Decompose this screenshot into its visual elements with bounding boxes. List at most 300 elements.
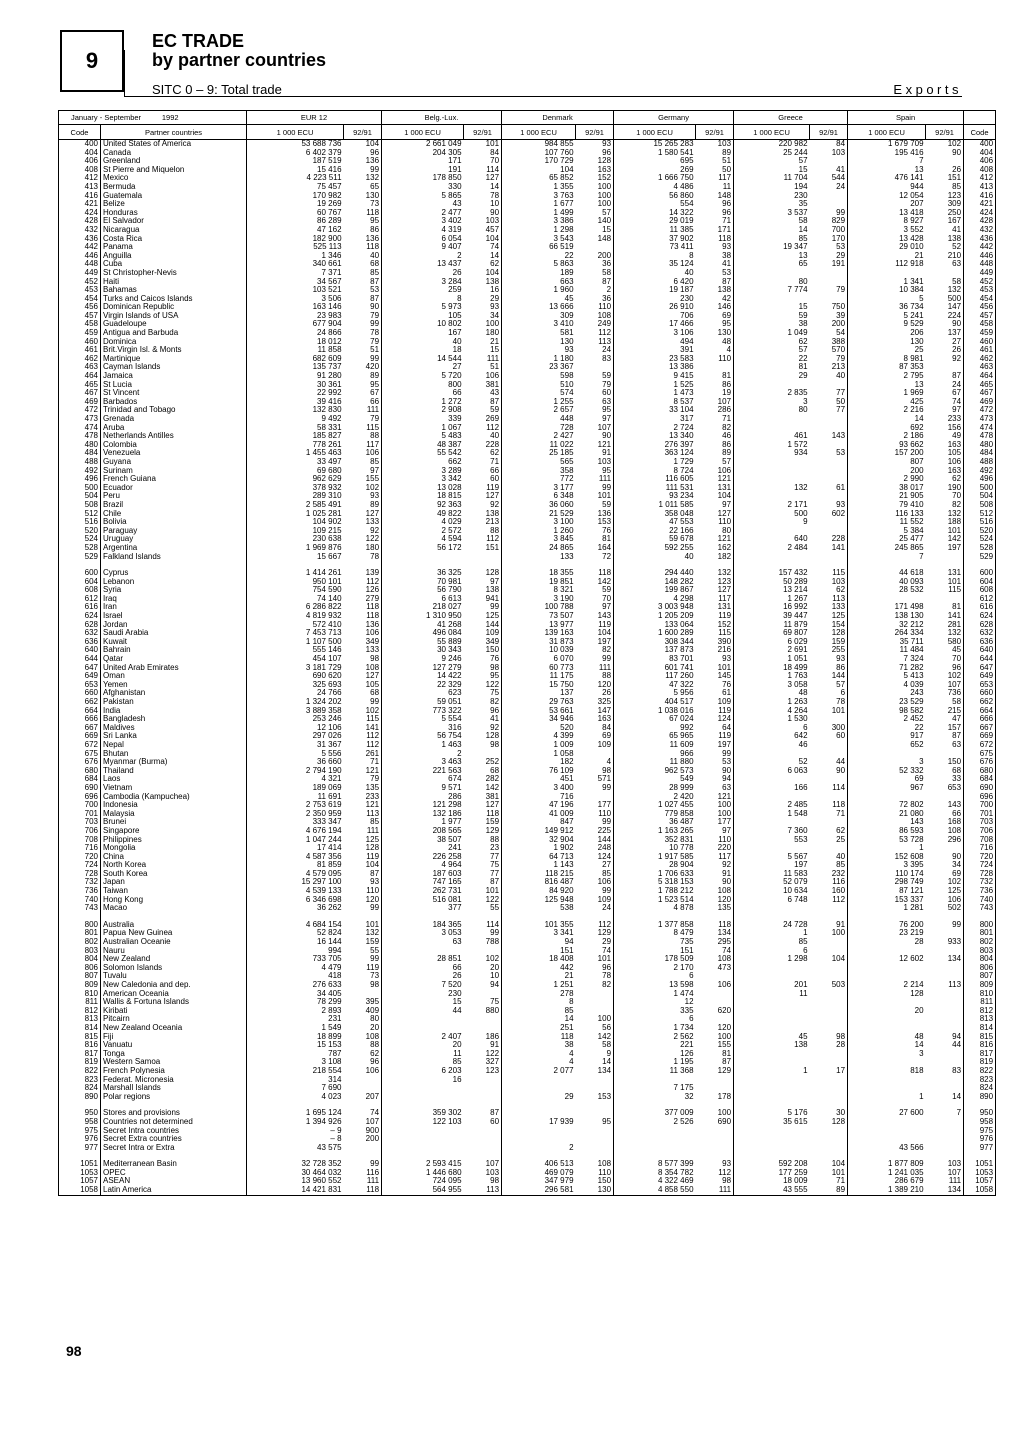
index-cell: 63 <box>926 741 964 750</box>
index-cell: 89 <box>344 501 382 510</box>
index-cell: 41 <box>810 166 848 175</box>
value-cell: 29 010 <box>899 243 924 252</box>
index-cell: 147 <box>926 303 964 312</box>
value-cell: 167 <box>448 329 462 338</box>
value-cell: 461 <box>794 432 808 441</box>
value-cell: 56 754 <box>437 732 462 741</box>
index-cell: 53 <box>344 286 382 295</box>
code-cell-right: 975 <box>964 1127 996 1136</box>
value-cell: 378 932 <box>312 483 342 492</box>
value-cell: 13 386 <box>669 363 694 372</box>
value-cell: 2 477 <box>441 208 462 217</box>
partner-cell: Kuwait <box>101 638 247 647</box>
index-cell: 95 <box>576 406 614 415</box>
index-cell: 40 <box>810 372 848 381</box>
value-cell: 1 902 <box>553 844 574 853</box>
table-row <box>59 861 996 870</box>
value-cell: 66 <box>452 963 462 972</box>
index-cell: 69 <box>926 870 964 879</box>
index-cell: 153 <box>576 518 614 527</box>
table-row <box>59 183 996 192</box>
code-cell-right: 706 <box>964 827 996 836</box>
index-cell <box>696 972 734 981</box>
value-cell <box>848 1015 926 1024</box>
spacer-cell <box>502 1101 576 1109</box>
index-cell: 93 <box>696 1160 734 1169</box>
value-cell: 574 <box>560 389 574 398</box>
value-cell <box>614 1144 696 1153</box>
index-cell <box>464 553 502 562</box>
index-cell: 132 <box>344 174 382 183</box>
value-cell: 451 <box>560 775 574 784</box>
value-cell: 5 973 <box>441 303 462 312</box>
value-cell: 40 <box>684 268 694 277</box>
index-cell: 85 <box>810 861 848 870</box>
value-cell: 4 322 469 <box>657 1177 694 1186</box>
index-cell: 78 <box>464 192 502 201</box>
value-cell: 226 258 <box>432 852 462 861</box>
index-cell: 159 <box>464 818 502 827</box>
value-cell: 73 507 <box>549 612 574 621</box>
value-cell <box>734 844 810 853</box>
value-cell: 6 402 379 <box>305 148 342 157</box>
code-cell-right: 823 <box>964 1076 996 1085</box>
code-cell: 524 <box>59 535 101 544</box>
value-cell: 151 <box>680 946 694 955</box>
code-cell-right: 424 <box>964 209 996 218</box>
spacer-cell <box>848 913 926 921</box>
value-cell: 6 <box>689 1015 694 1024</box>
index-cell: 79 <box>810 286 848 295</box>
index-cell: 900 <box>344 1127 382 1136</box>
code-cell-right: 696 <box>964 793 996 802</box>
value-cell: 2 794 190 <box>305 766 342 775</box>
code-cell: 436 <box>59 235 101 244</box>
table-row <box>59 492 996 501</box>
index-cell: 249 <box>576 320 614 329</box>
value-cell: 695 <box>680 157 694 166</box>
index-cell <box>464 990 502 999</box>
table-row <box>59 363 996 372</box>
value-cell <box>734 553 810 562</box>
index-cell: 118 <box>696 235 734 244</box>
partner-cell: Dominican Republic <box>101 303 247 312</box>
spacer-cell <box>810 561 848 569</box>
spacer-cell <box>576 1152 614 1160</box>
index-cell: 81 <box>696 372 734 381</box>
index-cell: 21 <box>464 338 502 347</box>
value-cell: 3 506 <box>321 294 342 303</box>
code-cell: 666 <box>59 715 101 724</box>
value-cell: 724 095 <box>432 1177 462 1186</box>
value-cell <box>502 1084 576 1093</box>
code-cell: 616 <box>59 603 101 612</box>
code-cell: 520 <box>59 527 101 536</box>
table-row <box>59 998 996 1007</box>
index-cell: 98 <box>464 1177 502 1186</box>
index-cell <box>810 964 848 973</box>
partner-cell: North Korea <box>101 861 247 870</box>
value-cell <box>848 1076 926 1085</box>
value-cell: 818 <box>910 1066 924 1075</box>
partner-cell: Israel <box>101 612 247 621</box>
value-cell: 2 908 <box>441 406 462 415</box>
code-cell: 807 <box>59 972 101 981</box>
index-cell: 933 <box>926 938 964 947</box>
value-cell <box>382 1015 464 1024</box>
index-cell <box>696 363 734 372</box>
table-row <box>59 269 996 278</box>
code-cell: 467 <box>59 389 101 398</box>
value-cell: 53 688 736 <box>301 139 342 148</box>
value-cell: 4 486 <box>673 182 694 191</box>
value-cell: 52 079 <box>783 878 808 887</box>
index-cell: 59 <box>576 586 614 595</box>
value-cell: 20 <box>452 1041 462 1050</box>
index-cell: 66 <box>464 467 502 476</box>
index-cell: 14 <box>576 1058 614 1067</box>
value-cell: 335 <box>680 1006 694 1015</box>
value-cell: 2 753 619 <box>305 801 342 810</box>
index-cell: 97 <box>696 827 734 836</box>
code-cell-right: 436 <box>964 235 996 244</box>
index-header: 92/91 <box>810 125 848 140</box>
spacer-cell <box>964 1152 996 1160</box>
value-cell: 39 416 <box>317 397 342 406</box>
code-cell-right: 720 <box>964 853 996 862</box>
value-cell <box>382 553 464 562</box>
partner-cell: Nauru <box>101 947 247 956</box>
table-row <box>59 1015 996 1024</box>
partner-cell: Jordan <box>101 621 247 630</box>
index-cell: 101 <box>464 140 502 149</box>
value-cell: 19 851 <box>549 577 574 586</box>
value-cell: 339 <box>448 415 462 423</box>
partner-cell: Wallis & Fortuna Islands <box>101 998 247 1007</box>
value-cell: 57 <box>798 346 808 355</box>
code-cell: 662 <box>59 698 101 707</box>
table-row <box>59 1118 996 1127</box>
table-row <box>59 887 996 896</box>
value-cell <box>614 1076 696 1085</box>
index-cell: 98 <box>576 767 614 776</box>
value-cell: 7 324 <box>903 655 924 664</box>
index-cell <box>926 1050 964 1059</box>
value-cell: 3 177 <box>553 483 574 492</box>
index-cell <box>696 1076 734 1085</box>
value-cell: 13 <box>798 251 808 260</box>
code-cell-right: 669 <box>964 732 996 741</box>
index-cell: 620 <box>696 1007 734 1016</box>
index-cell: 117 <box>696 174 734 183</box>
value-cell: 1 474 <box>673 989 694 998</box>
index-cell: 48 <box>696 338 734 347</box>
table-row <box>59 638 996 647</box>
partner-cell: Dominica <box>101 338 247 347</box>
index-cell: 232 <box>810 870 848 879</box>
partner-cell: India <box>101 707 247 716</box>
value-cell: 553 <box>794 835 808 844</box>
value-cell: – 9 <box>330 1126 342 1135</box>
index-cell: 144 <box>810 672 848 681</box>
index-cell <box>810 278 848 287</box>
code-cell-right: 822 <box>964 1067 996 1076</box>
index-cell: 41 <box>464 715 502 724</box>
index-cell: 108 <box>926 827 964 836</box>
index-cell <box>810 441 848 450</box>
code-cell-right: 890 <box>964 1093 996 1102</box>
index-cell: 28 <box>810 1041 848 1050</box>
index-cell: 99 <box>696 750 734 759</box>
index-cell: 381 <box>464 381 502 390</box>
code-cell-right: 819 <box>964 1058 996 1067</box>
value-cell: 104 <box>560 165 574 174</box>
index-cell: 121 <box>696 475 734 484</box>
value-cell: 12 106 <box>317 723 342 732</box>
value-cell <box>734 1007 810 1016</box>
value-cell: 3 402 <box>441 217 462 226</box>
value-cell: 207 <box>910 200 924 209</box>
value-cell: 93 <box>564 346 574 355</box>
table-row <box>59 793 996 802</box>
value-cell: 6 <box>803 723 808 732</box>
index-cell: 96 <box>576 149 614 158</box>
table-row <box>59 1127 996 1136</box>
partner-cell: Falkland Islands <box>101 553 247 562</box>
value-cell: 30 361 <box>317 380 342 389</box>
value-cell: 917 <box>910 732 924 741</box>
index-cell: 104 <box>464 235 502 244</box>
value-cell: 81 859 <box>317 861 342 870</box>
value-cell: 4 479 <box>321 963 342 972</box>
index-cell: 127 <box>344 510 382 519</box>
partner-cell: St Vincent <box>101 389 247 398</box>
value-cell: 15 <box>798 303 808 312</box>
index-cell: 68 <box>464 767 502 776</box>
index-cell: 101 <box>810 1169 848 1178</box>
index-cell <box>810 990 848 999</box>
index-cell: 178 <box>696 1093 734 1102</box>
code-cell-right: 456 <box>964 303 996 312</box>
index-cell <box>926 793 964 802</box>
value-cell: 1 695 124 <box>305 1109 342 1118</box>
index-cell: 197 <box>576 638 614 647</box>
index-cell: 10 <box>464 200 502 209</box>
value-cell: 39 447 <box>783 612 808 621</box>
code-cell: 690 <box>59 784 101 793</box>
index-cell <box>696 1135 734 1144</box>
value-cell: 76 200 <box>899 920 924 929</box>
code-cell: 728 <box>59 870 101 879</box>
value-cell <box>734 750 810 759</box>
value-cell: 294 440 <box>664 569 694 578</box>
table-row <box>59 415 996 424</box>
index-cell: 76 <box>696 681 734 690</box>
value-cell: 13 428 <box>899 234 924 243</box>
index-cell: 80 <box>344 1015 382 1024</box>
index-cell: 141 <box>344 724 382 733</box>
index-cell <box>696 1084 734 1093</box>
value-cell: 24 766 <box>317 689 342 698</box>
index-cell: 94 <box>926 1033 964 1042</box>
index-cell: 118 <box>576 569 614 578</box>
value-cell: 83 701 <box>669 655 694 664</box>
index-cell: 57 <box>696 458 734 467</box>
value-cell: 2 484 <box>787 543 808 552</box>
index-cell: 88 <box>464 836 502 845</box>
code-cell-right: 703 <box>964 818 996 827</box>
index-cell: 62 <box>464 449 502 458</box>
index-cell: 127 <box>464 174 502 183</box>
value-cell: 21 529 <box>549 509 574 518</box>
value-cell: 13 960 552 <box>301 1177 342 1186</box>
value-cell: 1 272 <box>441 397 462 406</box>
table-row <box>59 603 996 612</box>
index-cell: 60 <box>464 1118 502 1127</box>
value-cell: 65 852 <box>549 174 574 183</box>
index-cell: 107 <box>696 398 734 407</box>
index-cell: 457 <box>464 226 502 235</box>
index-cell: 74 <box>344 1109 382 1118</box>
index-cell: 100 <box>576 200 614 209</box>
code-cell-right: 1051 <box>964 1160 996 1169</box>
index-cell: 60 <box>810 732 848 741</box>
code-cell: 806 <box>59 964 101 973</box>
value-cell: 6 070 <box>553 655 574 664</box>
index-cell: 112 <box>344 578 382 587</box>
index-cell: 145 <box>696 672 734 681</box>
value-cell: 264 334 <box>894 629 924 638</box>
code-cell-right: 1058 <box>964 1186 996 1195</box>
index-cell: 473 <box>696 964 734 973</box>
value-cell: 109 215 <box>312 526 342 535</box>
value-cell: 245 865 <box>894 543 924 552</box>
value-cell: 14 322 <box>669 208 694 217</box>
index-cell: 127 <box>464 492 502 501</box>
code-cell: 975 <box>59 1127 101 1136</box>
index-cell: 96 <box>464 707 502 716</box>
trade-flow-label: Exports <box>893 82 962 97</box>
value-cell: 13 028 <box>437 483 462 492</box>
value-cell: 728 <box>560 423 574 432</box>
index-cell: 109 <box>576 741 614 750</box>
code-cell: 424 <box>59 209 101 218</box>
value-cell: 347 979 <box>544 1177 574 1186</box>
table-row <box>59 149 996 158</box>
value-cell: 1 455 463 <box>305 449 342 458</box>
index-cell: 78 <box>576 972 614 981</box>
index-cell: 95 <box>576 467 614 476</box>
value-cell: 24 865 <box>549 543 574 552</box>
index-cell: 115 <box>344 715 382 724</box>
value-cell: 5 556 <box>321 749 342 758</box>
code-cell-right: 461 <box>964 346 996 355</box>
value-cell: 28 999 <box>669 783 694 792</box>
table-row <box>59 1084 996 1093</box>
value-cell: 944 <box>910 182 924 191</box>
value-cell <box>502 1076 576 1085</box>
index-cell <box>810 715 848 724</box>
index-cell: 108 <box>696 955 734 964</box>
value-cell: 1 298 <box>553 225 574 234</box>
index-cell <box>810 200 848 209</box>
code-cell: 428 <box>59 217 101 226</box>
value-cell: 208 565 <box>432 826 462 835</box>
partner-cell: New Caledonia and dep. <box>101 981 247 990</box>
value-cell: 3 003 948 <box>657 603 694 612</box>
index-cell <box>810 269 848 278</box>
value-cell <box>734 1135 810 1144</box>
index-cell: 96 <box>344 149 382 158</box>
index-cell: 134 <box>576 1067 614 1076</box>
value-cell: 103 521 <box>312 286 342 295</box>
index-cell <box>464 750 502 759</box>
spacer-cell <box>926 913 964 921</box>
spacer-cell <box>59 561 101 569</box>
index-cell: 29 <box>464 295 502 304</box>
index-cell <box>344 1144 382 1153</box>
index-cell: 98 <box>464 741 502 750</box>
value-cell: 221 <box>680 1041 694 1050</box>
index-cell: 119 <box>464 484 502 493</box>
partner-cell: Yemen <box>101 681 247 690</box>
index-cell: 100 <box>696 810 734 819</box>
index-header: 92/91 <box>696 125 734 140</box>
value-cell: 5 318 153 <box>657 878 694 887</box>
value-cell: 13 <box>914 380 924 389</box>
index-cell <box>464 1076 502 1085</box>
index-cell: 142 <box>576 1033 614 1042</box>
value-cell: 79 410 <box>899 500 924 509</box>
code-cell: 1057 <box>59 1177 101 1186</box>
table-row <box>59 621 996 630</box>
value-cell: 259 <box>448 286 462 295</box>
index-cell: 157 <box>926 724 964 733</box>
code-cell: 442 <box>59 243 101 252</box>
spacer-cell <box>964 1101 996 1109</box>
value-cell: 26 <box>452 972 462 981</box>
value-cell: 2 795 <box>903 372 924 381</box>
partner-cell: Pitcairn <box>101 1015 247 1024</box>
value-cell: 20 <box>914 1006 924 1015</box>
partner-cell: Australian Oceanie <box>101 938 247 947</box>
index-cell: 58 <box>926 278 964 287</box>
value-cell: 6 <box>803 946 808 955</box>
index-cell: 77 <box>464 853 502 862</box>
partner-cell: Singapore <box>101 827 247 836</box>
table-row <box>59 467 996 476</box>
code-cell-right: 520 <box>964 527 996 536</box>
index-cell: 106 <box>696 981 734 990</box>
index-cell: 67 <box>926 389 964 398</box>
value-cell <box>848 1084 926 1093</box>
index-cell: 108 <box>344 1033 382 1042</box>
index-cell: 119 <box>344 853 382 862</box>
partner-cell: Pakistan <box>101 698 247 707</box>
index-cell: 96 <box>576 964 614 973</box>
value-cell: 4 <box>569 1058 574 1067</box>
index-cell: 750 <box>810 303 848 312</box>
table-row <box>59 441 996 450</box>
index-cell: 95 <box>576 1118 614 1127</box>
index-cell: 155 <box>344 475 382 484</box>
index-cell: 83 <box>926 1067 964 1076</box>
index-cell: 92 <box>926 355 964 364</box>
value-cell <box>734 1024 810 1033</box>
code-cell-right: 680 <box>964 767 996 776</box>
value-cell: 1 877 809 <box>887 1160 924 1169</box>
index-cell: 2 <box>576 286 614 295</box>
